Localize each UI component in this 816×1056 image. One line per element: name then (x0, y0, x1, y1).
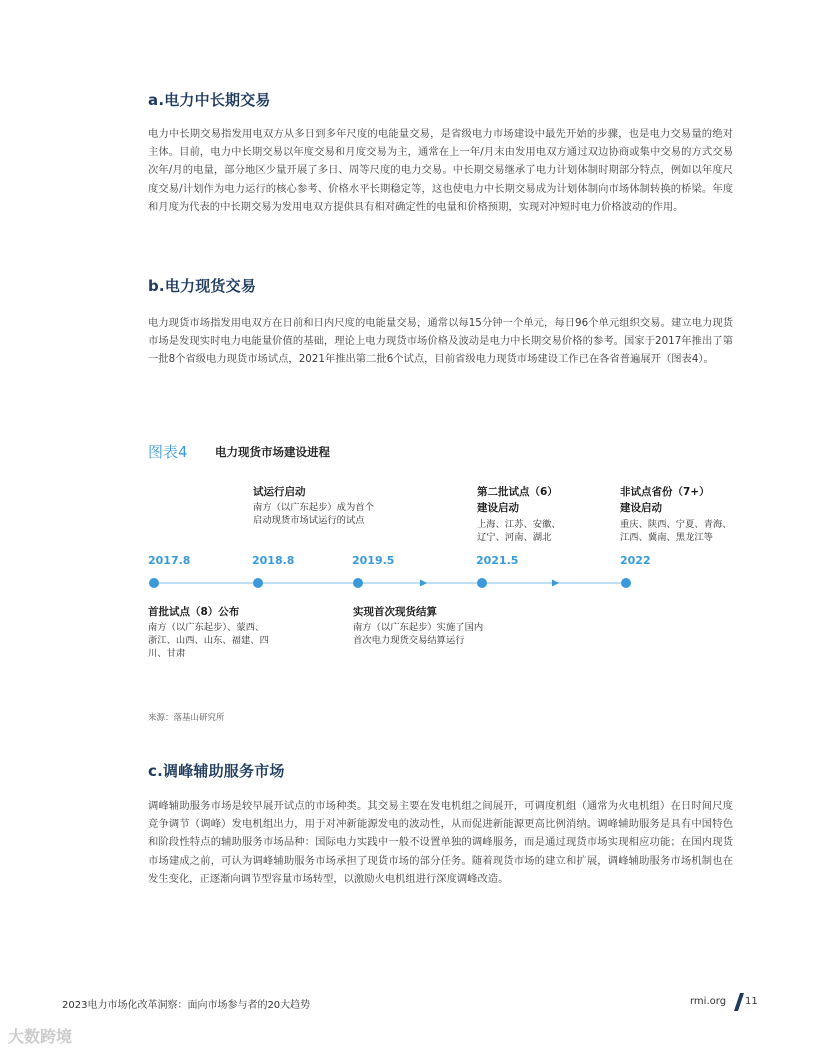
event-2019-text-1: 南方（以广东起步）实施了国内 (353, 622, 484, 633)
event-2018-text-1: 南方（以广东起步）成为首个 (253, 502, 374, 513)
section-c-paragraph: 调峰辅助服务市场是较早展开试点的市场种类。其交易主要在发电机组之间展开，可调度机组（通常为火电机组）在日时间尺度竞争调节（调峰）发电机组出力，用于对冲新能源发电的波动性，从而促进新能源更高比例消纳。调峰辅助服务是具有中国特色和阶段性特点的辅助服务市场品种：国际电力实践中一般不设置单独的调峰服务，而是通过现货市场实现相应功能；在国内现货市场建成之前，可认为调峰辅助服务市场承担了现货市场的部分任务。随着现货市场的建立和扩展，调峰辅助服务市场机制也在发生变化，正逐渐向调节型容量市场转型，以激励火电机组进行深度调峰改造。 (148, 800, 733, 885)
event-2018-title: 试运行启动 (253, 486, 306, 498)
event-2022-text-1: 重庆、陕西、宁夏、青海、 (620, 519, 732, 530)
event-2022-text-2: 江西、冀南、黑龙江等 (620, 532, 713, 543)
event-2019-title: 实现首次现货结算 (353, 606, 437, 618)
footer-report-title: 2023电力市场化改革洞察：面向市场参与者的20大趋势 (62, 1000, 311, 1011)
event-2021-text-2: 辽宁、河南、湖北 (477, 532, 552, 543)
year-2022: 2022 (620, 554, 651, 567)
event-2017-text-1: 南方（以广东起步）、蒙西、 (148, 622, 265, 633)
timeline-arrow-1 (420, 580, 427, 587)
event-2017-text-3: 川、甘肃 (148, 648, 186, 659)
timeline-dot-2017 (149, 578, 159, 588)
section-b-heading: b.电力现货交易 (148, 277, 257, 295)
event-2022-title-2: 建设启动 (620, 502, 662, 514)
footer-page-number: 11 (745, 996, 758, 1007)
event-2022-title-1: 非试点省份（7+） (620, 486, 710, 498)
figure-label: 图表4 (148, 443, 188, 461)
year-2018: 2018.8 (252, 554, 295, 567)
event-2021-title-2: 建设启动 (477, 502, 519, 514)
event-2018-text-2: 启动现货市场试运行的试点 (253, 515, 365, 526)
section-a-paragraph: 电力中长期交易指发用电双方从多日到多年尺度的电能量交易，是省级电力市场建设中最先开始的步骤，也是电力交易量的绝对主体。目前，电力中长期交易以年度交易和月度交易为主，通常在上一年/月末由发用电双方通过双边协商或集中交易的方式交易次年/月的电量，部分地区少量开展了多日、周等尺度的电力交易。中长期交易继承了电力计划体制时期部分特点，例如以年度尺度交易/计划作为电力运行的核心参考、价格水平长期稳定等，这也使电力中长期交易成为计划体制向市场体制转换的桥梁。年度和月度为代表的中长期交易为发用电双方提供具有相对确定性的电量和价格预期，实现对冲短时电力价格波动的作用。 (148, 128, 733, 213)
event-2017-title: 首批试点（8）公布 (148, 606, 240, 618)
figure-source: 来源：落基山研究所 (148, 713, 225, 723)
timeline-arrow-2 (552, 580, 559, 587)
timeline-dot-2021 (477, 578, 487, 588)
section-b-paragraph: 电力现货市场指发用电双方在日前和日内尺度的电能量交易，通常以每15分钟一个单元，每日96个单元组织交易。建立电力现货市场是发现实时电力电能量价值的基础，理论上电力现货市场价格及波动是电力中长期交易价格的参考。国家于2017年推出了第一批8个省级电力现货市场试点，2021年推出第二批6个试点，目前省级电力现货市场建设工作已在各省普遍展开（图表4）。 (148, 317, 733, 366)
year-2017: 2017.8 (148, 554, 191, 567)
event-2017-text-2: 浙江、山西、山东、福建、四 (148, 635, 269, 646)
event-2021-text-1: 上海、江苏、安徽、 (477, 519, 561, 530)
timeline-dot-2018 (253, 578, 263, 588)
year-2019: 2019.5 (352, 554, 395, 567)
timeline-dot-2022 (621, 578, 631, 588)
timeline-dot-2019 (353, 578, 363, 588)
figure-title: 电力现货市场建设进程 (215, 445, 330, 459)
footer-site: rmi.org (690, 996, 727, 1007)
event-2021-title-1: 第二批试点（6） (477, 486, 558, 498)
watermark-logo: 大数跨境 (8, 1027, 73, 1046)
section-a-heading: a.电力中长期交易 (148, 91, 271, 109)
year-2021: 2021.5 (476, 554, 519, 567)
event-2019-text-2: 首次电力现货交易结算运行 (353, 635, 465, 646)
footer-slash-icon (733, 993, 745, 1011)
section-c-heading: c.调峰辅助服务市场 (148, 762, 285, 780)
